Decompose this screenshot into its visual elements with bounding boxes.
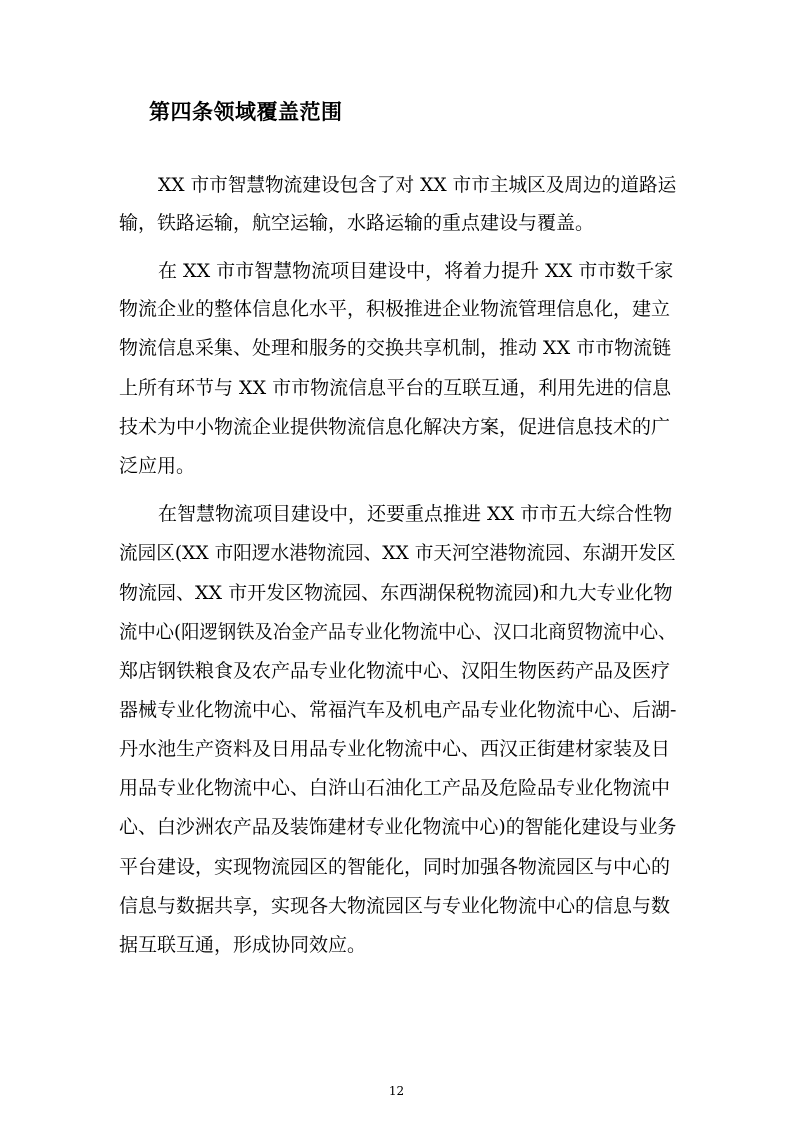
paragraph-3-line-2: 流园区(XX 市阳逻水港物流园、XX 市天河空港物流园、东湖开发区: [119, 542, 676, 564]
paragraph-3-line-9: 心、白沙洲农产品及装饰建材专业化物流中心)的智能化建设与业务: [119, 816, 677, 838]
paragraph-3-line-6: 器械专业化物流中心、常福汽车及机电产品专业化物流中心、后湖-: [119, 699, 677, 721]
paragraph-3-line-8: 用品专业化物流中心、白浒山石油化工产品及危险品专业化物流中: [119, 777, 671, 799]
paragraph-3-line-3: 物流园、XX 市开发区物流园、东西湖保税物流园)和九大专业化物: [119, 582, 673, 604]
paragraph-3-line-5: 郑店钢铁粮食及农产品专业化物流中心、汉阳生物医药产品及医疗: [119, 660, 671, 682]
paragraph-3-line-11: 信息与数据共享，实现各大物流园区与专业化物流中心的信息与数: [119, 895, 671, 917]
paragraph-1-line-1: XX 市市智慧物流建设包含了对 XX 市市主城区及周边的道路运: [158, 174, 677, 196]
paragraph-2-line-5: 技术为中小物流企业提供物流信息化解决方案，促进信息技术的广: [119, 416, 671, 438]
paragraph-3-line-4: 流中心(阳逻钢铁及冶金产品专业化物流中心、汉口北商贸物流中心、: [119, 621, 677, 643]
paragraph-3-line-12: 据互联互通，形成协同效应。: [119, 934, 367, 956]
page-number: 12: [388, 1084, 405, 1098]
paragraph-2-line-4: 上所有环节与 XX 市市物流信息平台的互联互通，利用先进的信息: [119, 377, 672, 399]
paragraph-3-line-1: 在智慧物流项目建设中，还要重点推进 XX 市市五大综合性物: [158, 503, 673, 525]
paragraph-2-line-1: 在 XX 市市智慧物流项目建设中，将着力提升 XX 市市数千家: [158, 260, 674, 282]
paragraph-2-line-3: 物流信息采集、处理和服务的交换共享机制，推动 XX 市市物流链: [119, 337, 672, 359]
section-heading: 第四条领域覆盖范围: [149, 99, 343, 124]
paragraph-3-line-7: 丹水池生产资料及日用品专业化物流中心、西汉正街建材家装及日: [119, 738, 671, 760]
paragraph-2-line-2: 物流企业的整体信息化水平，积极推进企业物流管理信息化，建立: [119, 298, 671, 320]
paragraph-1-line-2: 输，铁路运输，航空运输，水路运输的重点建设与覆盖。: [119, 212, 595, 234]
paragraph-2-line-6: 泛应用。: [119, 455, 196, 477]
paragraph-3-line-10: 平台建设，实现物流园区的智能化，同时加强各物流园区与中心的: [119, 856, 671, 878]
